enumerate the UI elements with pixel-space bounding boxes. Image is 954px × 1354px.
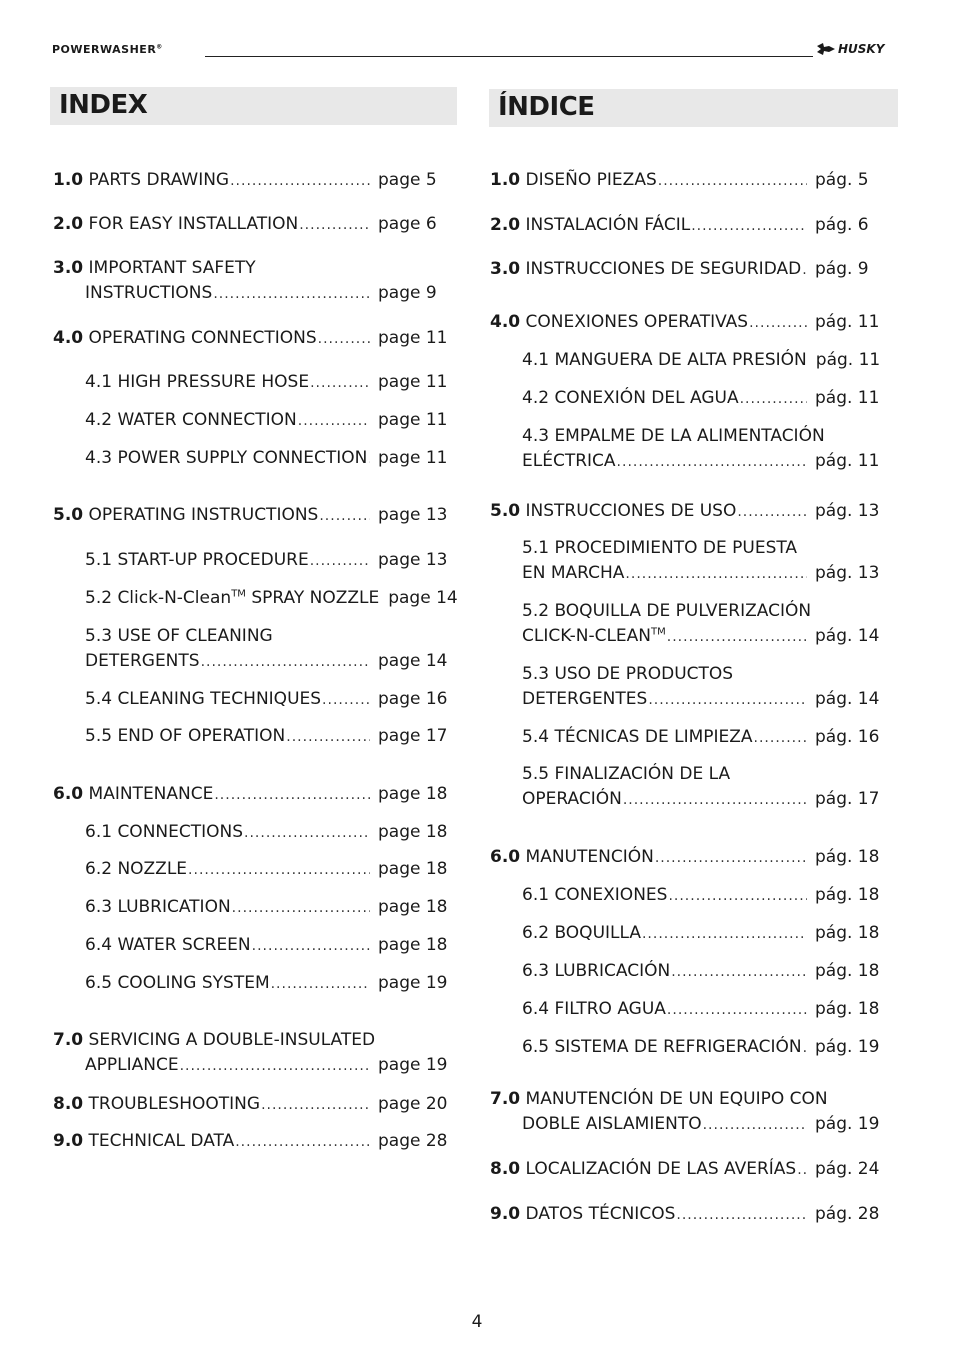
dot-leader (667, 1002, 807, 1018)
toc-entry[interactable] (522, 426, 887, 476)
toc-entry[interactable] (85, 448, 453, 473)
index-title: INDEX (59, 90, 148, 120)
toc-entry-continuation: CLICK-N-CLEAN™ (522, 626, 666, 646)
section-number: 3.0 (53, 258, 84, 278)
toc-entry-label: 4.0 CONEXIONES OPERATIVAS (490, 312, 749, 332)
toc-entry[interactable] (490, 215, 887, 240)
page-reference: page 18 (378, 935, 448, 955)
page-reference: page 20 (378, 1094, 448, 1114)
dot-leader (667, 629, 807, 645)
toc-entry-label: 5.0 INSTRUCCIONES DE USO (490, 501, 737, 521)
toc-entry[interactable] (522, 664, 887, 714)
toc-entry-label: 7.0 MANUTENCIÓN DE UN EQUIPO CON (490, 1089, 828, 1109)
dot-leader (617, 454, 807, 470)
toc-entry[interactable] (85, 822, 453, 847)
dot-leader (261, 1097, 370, 1113)
toc-entry-label: 5.3 USO DE PRODUCTOS (522, 664, 734, 684)
toc-entry-label: 2.0 FOR EASY INSTALLATION (53, 214, 299, 234)
dot-leader (252, 938, 370, 954)
dot-leader (671, 964, 807, 980)
page-reference: pág. 13 (815, 501, 880, 521)
dot-leader (668, 888, 807, 904)
toc-entry-label: 4.2 CONEXIÓN DEL AGUA (522, 388, 739, 408)
indice-title: ÍNDICE (498, 92, 595, 122)
page-number: 4 (471, 1312, 483, 1332)
page-reference: page 11 (378, 328, 448, 348)
indice-title-box (489, 89, 898, 127)
toc-entry[interactable] (85, 626, 453, 676)
toc-entry-label: 6.1 CONNECTIONS (85, 822, 244, 842)
toc-entry[interactable] (522, 961, 887, 986)
section-number: 8.0 (53, 1094, 84, 1114)
page-reference: pág. 24 (815, 1159, 880, 1179)
toc-entry[interactable] (85, 859, 453, 884)
dot-leader (232, 900, 370, 916)
toc-entry-label: 9.0 DATOS TÉCNICOS (490, 1204, 676, 1224)
page-reference: pág. 5 (815, 170, 869, 190)
toc-entry-label: 1.0 PARTS DRAWING (53, 170, 230, 190)
dot-leader (244, 825, 370, 841)
toc-entry[interactable] (490, 170, 887, 195)
toc-entry[interactable] (53, 1094, 453, 1119)
toc-entry[interactable] (522, 601, 887, 651)
brand-name: POWERWASHER® (52, 43, 163, 56)
page-reference: pág. 14 (815, 626, 880, 646)
toc-entry-label: 4.3 POWER SUPPLY CONNECTION (85, 448, 368, 468)
dot-leader (213, 286, 370, 302)
toc-entry[interactable] (490, 847, 887, 872)
toc-entry[interactable] (85, 588, 458, 613)
toc-entry[interactable] (53, 258, 453, 308)
toc-entry[interactable] (490, 1159, 887, 1184)
toc-entry-label: 5.3 USE OF CLEANING (85, 626, 273, 646)
toc-entry[interactable] (53, 170, 453, 195)
toc-entry-label: 6.0 MAINTENANCE (53, 784, 214, 804)
page-reference: page 17 (378, 726, 448, 746)
toc-entry-label: 6.2 NOZZLE (85, 859, 188, 879)
section-number: 8.0 (490, 1159, 521, 1179)
section-number: 2.0 (490, 215, 521, 235)
dot-leader (230, 173, 370, 189)
dot-leader (676, 1207, 807, 1223)
toc-entry-label: 8.0 TROUBLESHOOTING (53, 1094, 261, 1114)
toc-entry[interactable] (490, 1089, 887, 1139)
dot-leader (368, 451, 370, 467)
page-reference: page 18 (378, 859, 448, 879)
dot-leader (802, 262, 807, 278)
page-reference: pág. 18 (815, 885, 880, 905)
toc-entry-label: 6.4 FILTRO AGUA (522, 999, 666, 1019)
toc-entry[interactable] (85, 973, 453, 998)
toc-entry[interactable] (522, 538, 887, 588)
husky-logo: HUSKY (816, 42, 884, 56)
page-reference: pág. 19 (815, 1037, 880, 1057)
toc-entry[interactable] (490, 1204, 887, 1229)
dot-leader (271, 976, 370, 992)
toc-entry-label: 5.2 Click-N-Clean™ SPRAY NOZZLE (85, 588, 380, 608)
toc-entry-label: 6.4 WATER SCREEN (85, 935, 251, 955)
toc-entry-label: 5.4 TÉCNICAS DE LIMPIEZA (522, 727, 753, 747)
toc-entry-label: 5.5 END OF OPERATION (85, 726, 286, 746)
page-reference: pág. 14 (815, 689, 880, 709)
toc-entry-continuation: DETERGENTS (85, 651, 200, 671)
section-number: 4.0 (53, 328, 84, 348)
dot-leader (623, 792, 807, 808)
section-number: 4.0 (490, 312, 521, 332)
page-reference: pág. 18 (815, 961, 880, 981)
toc-entry-continuation: EN MARCHA (522, 563, 625, 583)
page-reference: page 11 (378, 410, 448, 430)
toc-entry[interactable] (490, 501, 887, 526)
toc-entry[interactable] (522, 923, 887, 948)
page-reference: pág. 19 (815, 1114, 880, 1134)
section-number: 6.0 (490, 847, 521, 867)
toc-entry[interactable] (522, 727, 887, 752)
page-reference: page 18 (378, 822, 448, 842)
section-number: 7.0 (490, 1089, 521, 1109)
dot-leader (749, 315, 807, 331)
dot-leader (235, 1134, 370, 1150)
toc-entry-label: 4.2 WATER CONNECTION (85, 410, 297, 430)
page-reference: page 13 (378, 550, 448, 570)
toc-entry-continuation: APPLIANCE (85, 1055, 179, 1075)
page-reference: page 18 (378, 897, 448, 917)
toc-entry-label: 4.1 HIGH PRESSURE HOSE (85, 372, 310, 392)
toc-entry-label: 3.0 INSTRUCCIONES DE SEGURIDAD (490, 259, 802, 279)
section-number: 5.0 (490, 501, 521, 521)
section-number: 2.0 (53, 214, 84, 234)
toc-entry-label: 3.0 IMPORTANT SAFETY (53, 258, 256, 278)
dot-leader (319, 508, 370, 524)
dot-leader (625, 566, 807, 582)
toc-entry[interactable] (85, 726, 453, 751)
toc-entry-label: 4.0 OPERATING CONNECTIONS (53, 328, 317, 348)
dot-leader (299, 217, 370, 233)
page-reference: page 13 (378, 505, 448, 525)
page-reference: page 9 (378, 283, 437, 303)
page-reference: page 19 (378, 1055, 448, 1075)
dot-leader (310, 553, 370, 569)
section-number: 1.0 (490, 170, 521, 190)
page-reference: page 18 (378, 784, 448, 804)
dot-leader (655, 850, 807, 866)
section-number: 9.0 (53, 1131, 84, 1151)
dot-leader (298, 413, 370, 429)
toc-entry[interactable] (522, 1037, 887, 1062)
section-number: 6.0 (53, 784, 84, 804)
toc-entry[interactable] (85, 410, 453, 435)
page-reference: pág. 17 (815, 789, 880, 809)
page-reference: page 5 (378, 170, 437, 190)
toc-entry[interactable] (85, 935, 453, 960)
dot-leader (740, 391, 807, 407)
page-reference: page 14 (388, 588, 458, 608)
toc-entry-label: 7.0 SERVICING A DOUBLE-INSULATED (53, 1030, 376, 1050)
toc-entry[interactable] (53, 1030, 453, 1080)
toc-entry[interactable] (85, 372, 453, 397)
toc-entry[interactable] (522, 388, 887, 413)
toc-entry-label: 6.3 LUBRICATION (85, 897, 231, 917)
toc-entry-label: 2.0 INSTALACIÓN FÁCIL (490, 215, 691, 235)
toc-entry[interactable] (53, 784, 453, 809)
page-reference: pág. 18 (815, 999, 880, 1019)
toc-entry[interactable] (522, 764, 887, 814)
toc-entry[interactable] (85, 689, 453, 714)
toc-entry-label: 6.0 MANUTENCIÓN (490, 847, 654, 867)
toc-entry-label: 6.2 BOQUILLA (522, 923, 641, 943)
toc-entry-label: 5.4 CLEANING TECHNIQUES (85, 689, 322, 709)
page-reference: pág. 11 (815, 388, 880, 408)
page-reference: page 28 (378, 1131, 448, 1151)
index-title-box (50, 87, 457, 125)
dot-leader (642, 926, 807, 942)
dot-leader (703, 1117, 807, 1133)
page-reference: pág. 11 (815, 312, 880, 332)
toc-entry-continuation: OPERACIÓN (522, 789, 622, 809)
section-number: 3.0 (490, 259, 521, 279)
page-reference: page 11 (378, 372, 448, 392)
dot-leader (658, 173, 807, 189)
page-reference: page 14 (378, 651, 448, 671)
toc-entry-label: 4.3 EMPALME DE LA ALIMENTACIÓN (522, 426, 825, 446)
toc-entry-label: 6.5 COOLING SYSTEM (85, 973, 270, 993)
page-reference: page 6 (378, 214, 437, 234)
page-reference: pág. 28 (815, 1204, 880, 1224)
dot-leader (286, 729, 370, 745)
toc-entry-label: 5.5 FINALIZACIÓN DE LA (522, 764, 731, 784)
toc-entry-label: 6.1 CONEXIONES (522, 885, 668, 905)
dot-leader (214, 787, 370, 803)
dot-leader (754, 730, 807, 746)
dot-leader (691, 218, 807, 234)
page-reference: pág. 13 (815, 563, 880, 583)
toc-entry-continuation: DOBLE AISLAMIENTO (522, 1114, 702, 1134)
dot-leader (201, 654, 370, 670)
toc-entry[interactable] (490, 312, 887, 337)
toc-entry-continuation: DETERGENTES (522, 689, 648, 709)
toc-entry[interactable] (490, 259, 887, 284)
toc-entry[interactable] (522, 350, 887, 375)
toc-entry[interactable] (53, 1131, 453, 1156)
toc-entry[interactable] (85, 897, 453, 922)
page-reference: pág. 18 (815, 923, 880, 943)
section-number: 5.0 (53, 505, 84, 525)
toc-entry-label: 9.0 TECHNICAL DATA (53, 1131, 235, 1151)
page-reference: pág. 6 (815, 215, 869, 235)
page-reference: page 11 (378, 448, 448, 468)
page-reference: pág. 11 (815, 451, 880, 471)
toc-entry-label: 5.2 BOQUILLA DE PULVERIZACIÓN (522, 601, 812, 621)
dot-leader (648, 692, 807, 708)
dot-leader (318, 331, 370, 347)
toc-entry[interactable] (53, 328, 453, 353)
toc-entry-label: 6.3 LUBRICACIÓN (522, 961, 671, 981)
dot-leader (803, 1040, 807, 1056)
toc-entry[interactable] (53, 214, 453, 239)
section-number: 9.0 (490, 1204, 521, 1224)
section-number: 7.0 (53, 1030, 84, 1050)
toc-entry-label: 5.1 START-UP PROCEDURE (85, 550, 309, 570)
dot-leader (188, 862, 370, 878)
page-reference: pág. 16 (815, 727, 880, 747)
header-rule (205, 56, 813, 57)
dot-leader (310, 375, 370, 391)
page-reference: pág. 11 (815, 350, 881, 370)
dot-leader (180, 1058, 370, 1074)
dot-leader (322, 692, 370, 708)
page-reference: page 16 (378, 689, 448, 709)
page-reference: page 19 (378, 973, 448, 993)
toc-entry-label: 6.5 SISTEMA DE REFRIGERACIÓN (522, 1037, 802, 1057)
toc-entry-label: 5.0 OPERATING INSTRUCTIONS (53, 505, 319, 525)
page-reference: pág. 18 (815, 847, 880, 867)
section-number: 1.0 (53, 170, 84, 190)
page-reference: pág. 9 (815, 259, 869, 279)
toc-entry[interactable] (85, 550, 453, 575)
toc-entry-label: 4.1 MANGUERA DE ALTA PRESIÓN (522, 350, 807, 370)
husky-dog-icon (816, 42, 836, 56)
toc-entry-label: 1.0 DISEÑO PIEZAS (490, 170, 657, 190)
toc-entry-continuation: ELÉCTRICA (522, 451, 616, 471)
toc-entry-continuation: INSTRUCTIONS (85, 283, 213, 303)
dot-leader (737, 504, 807, 520)
toc-entry-label: 5.1 PROCEDIMIENTO DE PUESTA (522, 538, 798, 558)
toc-entry-label: 8.0 LOCALIZACIÓN DE LAS AVERÍAS (490, 1159, 797, 1179)
toc-entry[interactable] (522, 999, 887, 1024)
toc-entry[interactable] (53, 505, 453, 530)
toc-entry[interactable] (522, 885, 887, 910)
dot-leader (797, 1162, 807, 1178)
